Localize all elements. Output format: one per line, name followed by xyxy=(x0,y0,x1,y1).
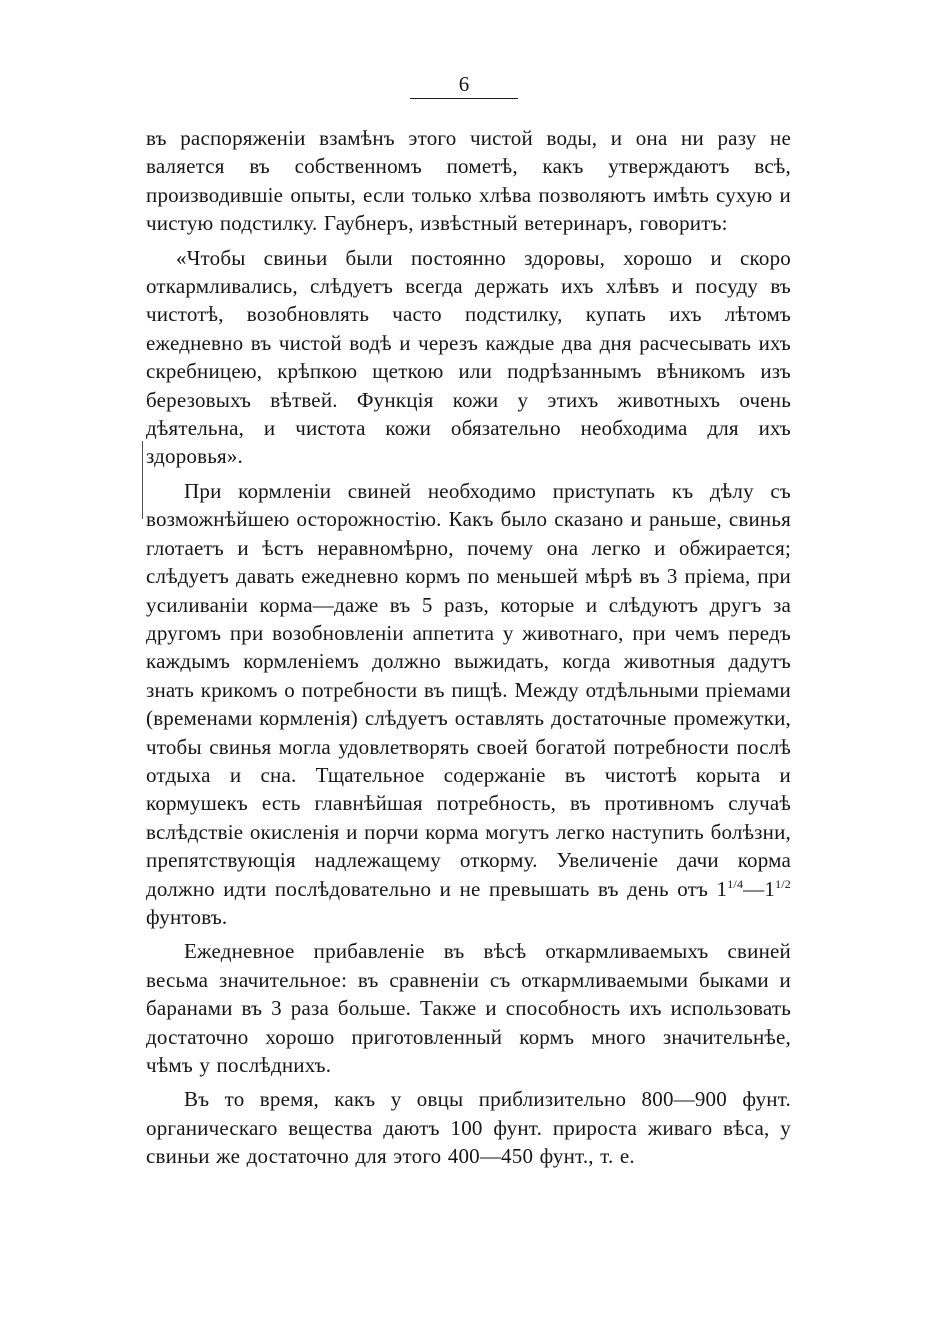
paragraph-quote: «Чтобы свиньи были постоянно здоровы, хорошо и скоро откармливались, слѣдуетъ всегда держать ихъ хлѣвъ и посуду въ чистотѣ, возобновлять часто подстилку, купать ихъ лѣтомъ ежедневно въ чистой водѣ и черезъ каждые два дня расчесывать ихъ скребницею, крѣпкою щеткою или подрѣзаннымъ вѣникомъ изъ березовыхъ вѣтвей. Функцiя кожи у этихъ животныхъ очень дѣятельна, и чистота кожи обязательно необходима для ихъ здоровья». xyxy=(146,245,791,469)
header-rule xyxy=(410,98,518,99)
margin-mark xyxy=(142,441,143,519)
paragraph-continuation: въ распоряженiи взамѣнъ этого чистой воды, и она ни разу не валяется въ собственномъ пометѣ, какъ утверждаютъ всѣ, производившiе опыты, если только хлѣва позволяютъ имѣть сухую и чистую подстилку. Гаубнеръ, извѣстный ветеринаръ, говоритъ: xyxy=(146,126,791,236)
text-column xyxy=(146,124,791,1171)
paragraph-feeding xyxy=(146,477,791,932)
fraction-dash: —1 xyxy=(743,876,776,901)
paragraph-comparison: Въ то время, какъ у овцы приблизительно 800—900 фунт. органическаго вещества даютъ 100 фунт. прироста живаго вѣса, у свиньи же достаточно для этого 400—450 фунт., т. е. xyxy=(146,1087,791,1169)
page-number: 6 xyxy=(458,72,470,96)
fraction-quarter: 1/4 xyxy=(727,876,744,891)
paragraph-feeding-text: При кормленiи свиней необходимо приступать къ дѣлу съ возможнѣйшею осторожностiю. Какъ было сказано и раньше, свинья глотаетъ и ѣстъ неравномѣрно, почему она легко и обжирается; слѣдуетъ давать ежедневно кормъ по меньшей мѣрѣ въ 3 прiема, при усиливанiи корма—даже въ 5 разъ, которые и слѣдуютъ другъ за другомъ при возобновленiи аппетита у животнаго, при чемъ передъ каждымъ кормленiемъ должно выжидать, когда животныя дадутъ знать крикомъ о потребности въ пищѣ. Между отдѣльными прiемами (временами кормленiя) слѣдуетъ оставлять достаточные промежутки, чтобы свинья могла удовлетворять своей богатой потребности послѣ отдыха и сна. Тщательное содержанiе въ чистотѣ корыта и кормушекъ есть главнѣйшая потребность, въ противномъ случаѣ вслѣдствiе окисленiя и порчи корма могутъ легко наступить болѣзни, препятствующiя надлежащему откорму. Увеличенiе дачи корма должно идти послѣдовательно и не превышать въ день отъ 1 xyxy=(146,478,791,901)
fraction-half: 1/2 xyxy=(775,876,791,891)
paragraph-feeding-end: фунтовъ. xyxy=(146,904,228,929)
paragraph-weight-gain: Ежедневное прибавленiе въ вѣсѣ откармливаемыхъ свиней весьма значительное: въ сравненiи съ откармливаемыми быками и баранами въ 3 раза больше. Также и способность ихъ использовать достаточно хорошо приготовленный кормъ много значительнѣе, чѣмъ у послѣднихъ. xyxy=(146,939,791,1077)
